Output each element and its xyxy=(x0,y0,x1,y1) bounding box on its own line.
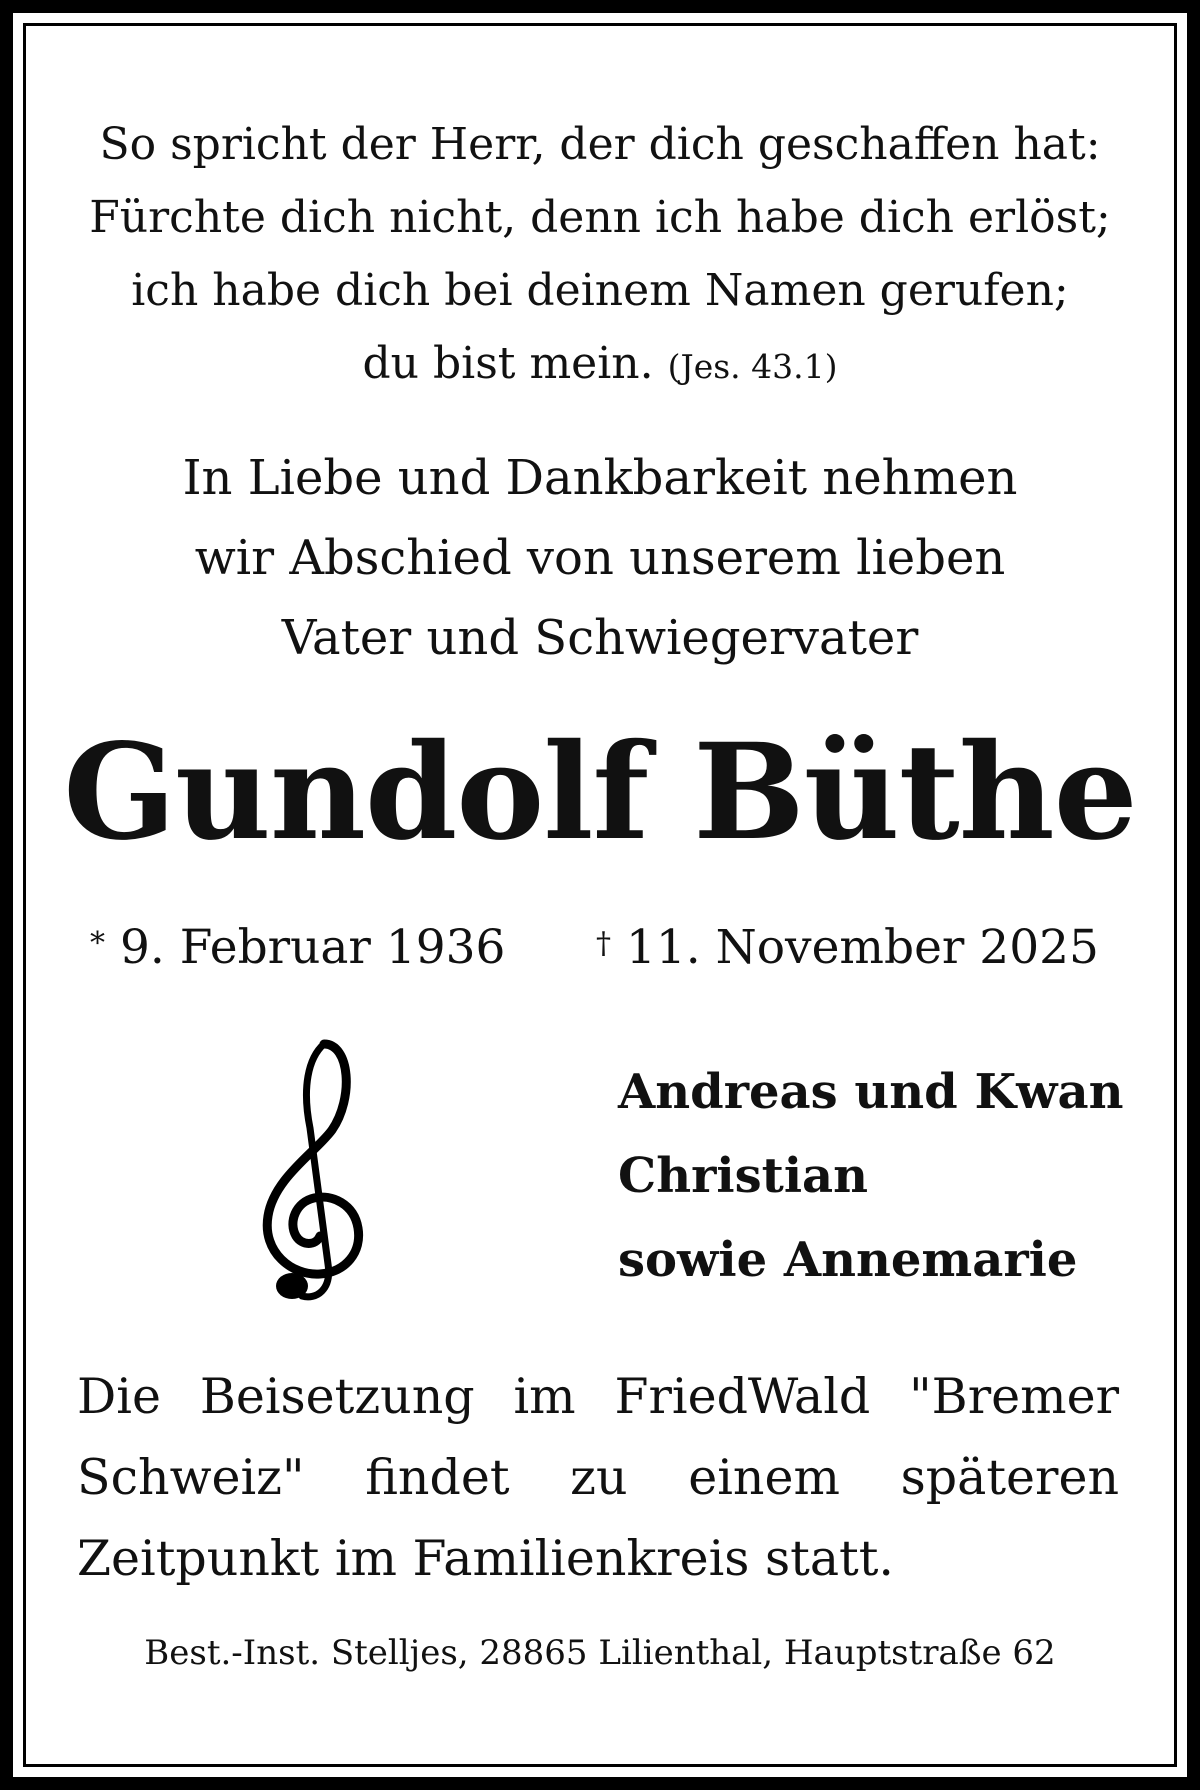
treble-clef-icon xyxy=(258,1038,368,1308)
death-date-line xyxy=(596,918,1099,978)
mourner-2: Christian xyxy=(618,1148,869,1204)
verse-line-1: So spricht der Herr, der dich geschaffen hat: xyxy=(99,119,1101,170)
farewell-intro xyxy=(0,438,1200,678)
intro-line-3: Vater und Schwiegervater xyxy=(281,610,919,666)
birth-date-line xyxy=(90,918,505,978)
birth-date: 9. Februar 1936 xyxy=(119,920,506,975)
mourner-1: Andreas und Kwan xyxy=(618,1064,1124,1120)
verse-line-3: ich habe dich bei deinem Namen gerufen; xyxy=(131,265,1069,316)
burial-notice: Die Beisetzung im FriedWald "Bremer Schweiz" findet zu einem späteren Zeitpunkt im Familienkreis statt. xyxy=(77,1368,1119,1587)
deceased-name: Gundolf Büthe xyxy=(63,715,1137,870)
verse-line-4 xyxy=(0,327,1200,403)
mourner-3: sowie Annemarie xyxy=(618,1232,1078,1288)
death-date: 11. November 2025 xyxy=(625,920,1099,975)
intro-line-2: wir Abschied von unserem lieben xyxy=(194,530,1006,586)
mourners-list xyxy=(618,1050,1123,1302)
verse-reference: (Jes. 43.1) xyxy=(667,347,838,386)
undertaker-info: Best.-Inst. Stelljes, 28865 Lilienthal, Hauptstraße 62 xyxy=(144,1633,1056,1673)
death-symbol: † xyxy=(596,926,611,961)
verse-line-2: Fürchte dich nicht, denn ich habe dich erlöst; xyxy=(89,192,1111,243)
intro-line-1: In Liebe und Dankbarkeit nehmen xyxy=(182,450,1018,506)
verse-line-4-text: du bist mein. xyxy=(362,338,654,389)
birth-symbol: * xyxy=(90,926,105,961)
bible-verse xyxy=(0,108,1200,403)
